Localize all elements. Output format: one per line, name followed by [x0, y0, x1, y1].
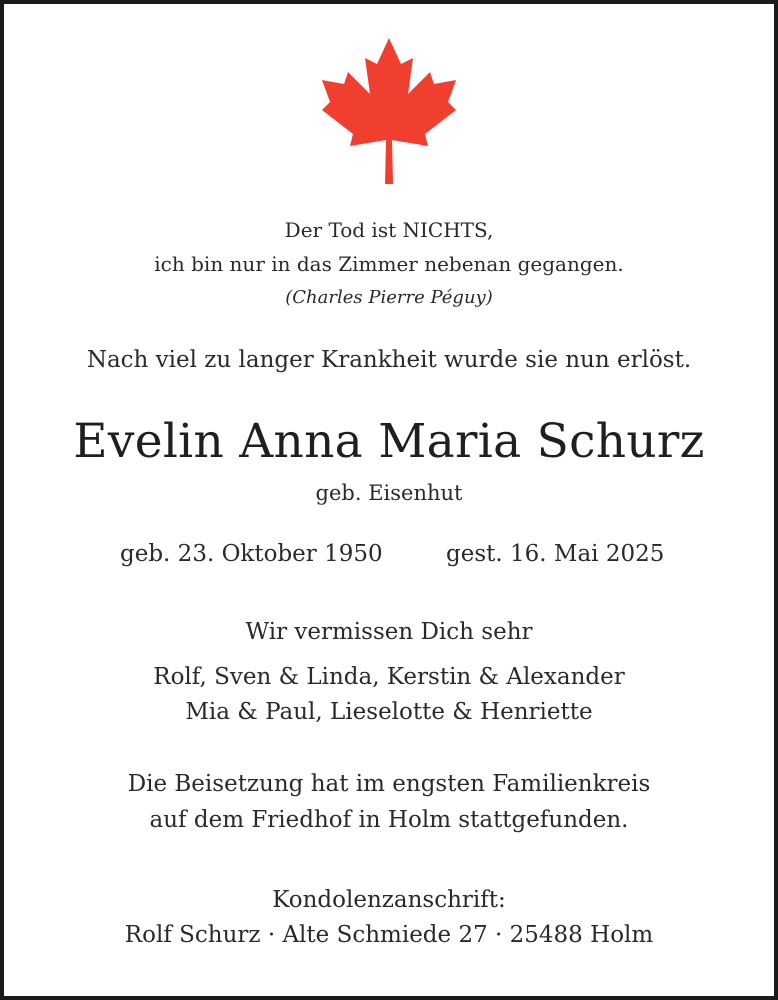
condolence-heading: Kondolenzanschrift: — [272, 887, 506, 913]
birth-date: geb. 23. Oktober 1950 — [120, 541, 383, 567]
mourners-line-1: Rolf, Sven & Linda, Kerstin & Alexander — [153, 664, 625, 690]
intro-text: Nach viel zu langer Krankheit wurde sie nun erlöst. — [86, 347, 692, 373]
quote-author: (Charles Pierre Péguy) — [285, 287, 493, 308]
condolence-address: Rolf Schurz · Alte Schmiede 27 · 25488 Holm — [124, 922, 654, 948]
quote-line-2: ich bin nur in das Zimmer nebenan gegangen. — [154, 252, 624, 276]
birth-name: geb. Eisenhut — [315, 481, 463, 505]
burial-line-1: Die Beisetzung hat im engsten Familienkreis — [127, 771, 651, 797]
death-date: gest. 16. Mai 2025 — [446, 541, 665, 567]
mourners-line-2: Mia & Paul, Lieselotte & Henriette — [185, 699, 593, 725]
mourners-heading: Wir vermissen Dich sehr — [245, 619, 533, 645]
quote-line-1: Der Tod ist NICHTS, — [284, 218, 494, 242]
deceased-name: Evelin Anna Maria Schurz — [73, 414, 705, 469]
maple-leaf-icon — [322, 38, 456, 184]
burial-line-2: auf dem Friedhof in Holm stattgefunden. — [149, 807, 629, 833]
